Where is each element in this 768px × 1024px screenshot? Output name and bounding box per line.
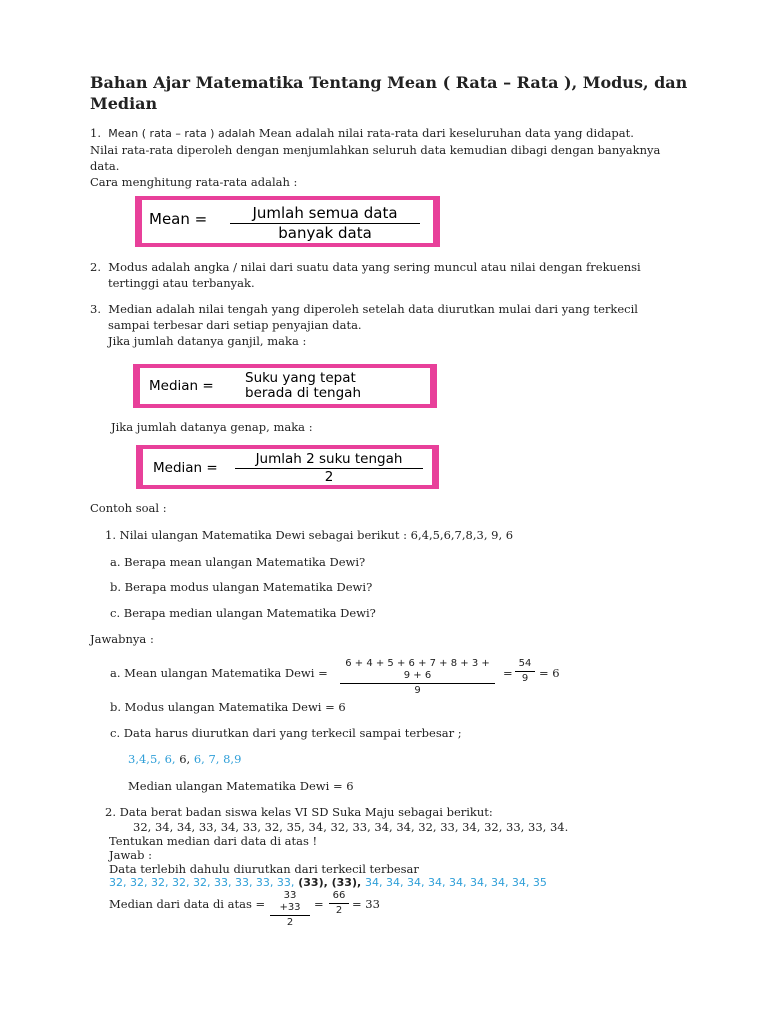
modus-definition-line2: tertinggi atau terbanyak. <box>108 276 255 290</box>
question-2-data: 32, 34, 34, 33, 34, 33, 32, 35, 34, 32, 33, 34, 34, 32, 33, 34, 32, 33, 33, 34. <box>133 820 569 834</box>
answer-a-equals: = <box>503 666 513 680</box>
mean-howto: Cara menghitung rata-rata adalah : <box>90 175 298 189</box>
answer-c-median: Median ulangan Matematika Dewi = 6 <box>128 779 354 793</box>
mean-definition: 1. Mean ( rata – rata ) adalah Mean adalah nilai rata-rata dari keseluruhan data yang didapat. <box>90 126 634 140</box>
answer-heading: Jawabnya : <box>90 632 154 646</box>
median-even-formula-numerator: Jumlah 2 suku tengah <box>235 452 423 469</box>
question-2-task: Tentukan median dari data di atas ! <box>109 834 318 848</box>
example-question-2: 2. Data berat badan siswa kelas VI SD Suka Maju sebagai berikut: <box>105 805 493 819</box>
median-odd-label: Jika jumlah datanya ganjil, maka : <box>108 334 307 348</box>
document-title: Bahan Ajar Matematika Tentang Mean ( Rata – Rata ), Modus, dan Median <box>90 73 688 113</box>
mean-formula-denominator: banyak data <box>278 224 372 242</box>
question-2-result: = 33 <box>352 897 380 911</box>
example-question-b: b. Berapa modus ulangan Matematika Dewi? <box>110 580 373 594</box>
question-2-answer-heading: Jawab : <box>109 848 153 862</box>
question-2-sorted-data: 32, 32, 32, 32, 32, 33, 33, 33, 33, (33), (33), 34, 34, 34, 34, 34, 34, 34, 34, 35 <box>109 876 547 889</box>
example-heading: Contoh soal : <box>90 501 167 515</box>
answer-c: c. Data harus diurutkan dari yang terkecil sampai terbesar ; <box>110 726 462 740</box>
example-question-a: a. Berapa mean ulangan Matematika Dewi? <box>110 555 366 569</box>
example-question-1: 1. Nilai ulangan Matematika Dewi sebagai berikut : 6,4,5,6,7,8,3, 9, 6 <box>105 528 514 542</box>
modus-definition: 2. Modus adalah angka / nilai dari suatu data yang sering muncul atau nilai dengan frekuensi <box>90 260 641 274</box>
mean-formula-numerator: Jumlah semua data <box>230 205 420 224</box>
answer-a-fraction-2: $\frac{54}{9}$ <box>515 658 535 685</box>
answer-a-fraction: $\frac{6 + 4 + 5 + 6 + 7 + 8 + 3 + 9 + 6}{9}$ <box>340 658 495 697</box>
answer-b: b. Modus ulangan Matematika Dewi = 6 <box>110 700 346 714</box>
question-2-median-label: Median dari data di atas = <box>109 897 266 911</box>
example-question-c: c. Berapa median ulangan Matematika Dewi? <box>110 606 376 620</box>
answer-a-result: = 6 <box>539 666 560 680</box>
answer-a-label: a. Mean ulangan Matematika Dewi = <box>110 666 328 680</box>
median-definition: 3. Median adalah nilai tengah yang diperoleh setelah data diurutkan mulai dari yang terkecil <box>90 302 638 316</box>
mean-definition-line2: Nilai rata-rata diperoleh dengan menjumlahkan seluruh data kemudian dibagi dengan banyaknya <box>90 143 661 157</box>
question-2-equals: = <box>314 897 324 911</box>
median-even-formula-box <box>136 445 439 489</box>
answer-c-sorted-data: 3,4,5, 6, 6, 6, 7, 8,9 <box>128 752 242 766</box>
question-2-sort-note: Data terlebih dahulu diurutkan dari terkecil terbesar <box>109 862 419 876</box>
mean-formula-label: Mean = <box>149 210 208 228</box>
median-odd-formula-label: Median = <box>149 378 214 394</box>
mean-definition-line3: data. <box>90 159 120 173</box>
question-2-fraction-1: $\frac{33 +33}{2}$ <box>270 890 310 929</box>
median-definition-line2: sampai terbesar dari setiap penyajian data. <box>108 318 362 332</box>
median-even-label: Jika jumlah datanya genap, maka : <box>111 420 313 434</box>
median-odd-formula-text: Suku yang tepat berada di tengah <box>245 370 361 401</box>
median-even-formula-label: Median = <box>153 460 218 476</box>
mean-formula-box <box>135 196 440 247</box>
question-2-fraction-2: $\frac{66}{2}$ <box>329 890 349 917</box>
median-even-formula-denominator: 2 <box>324 469 334 485</box>
median-odd-formula-box <box>133 364 437 408</box>
